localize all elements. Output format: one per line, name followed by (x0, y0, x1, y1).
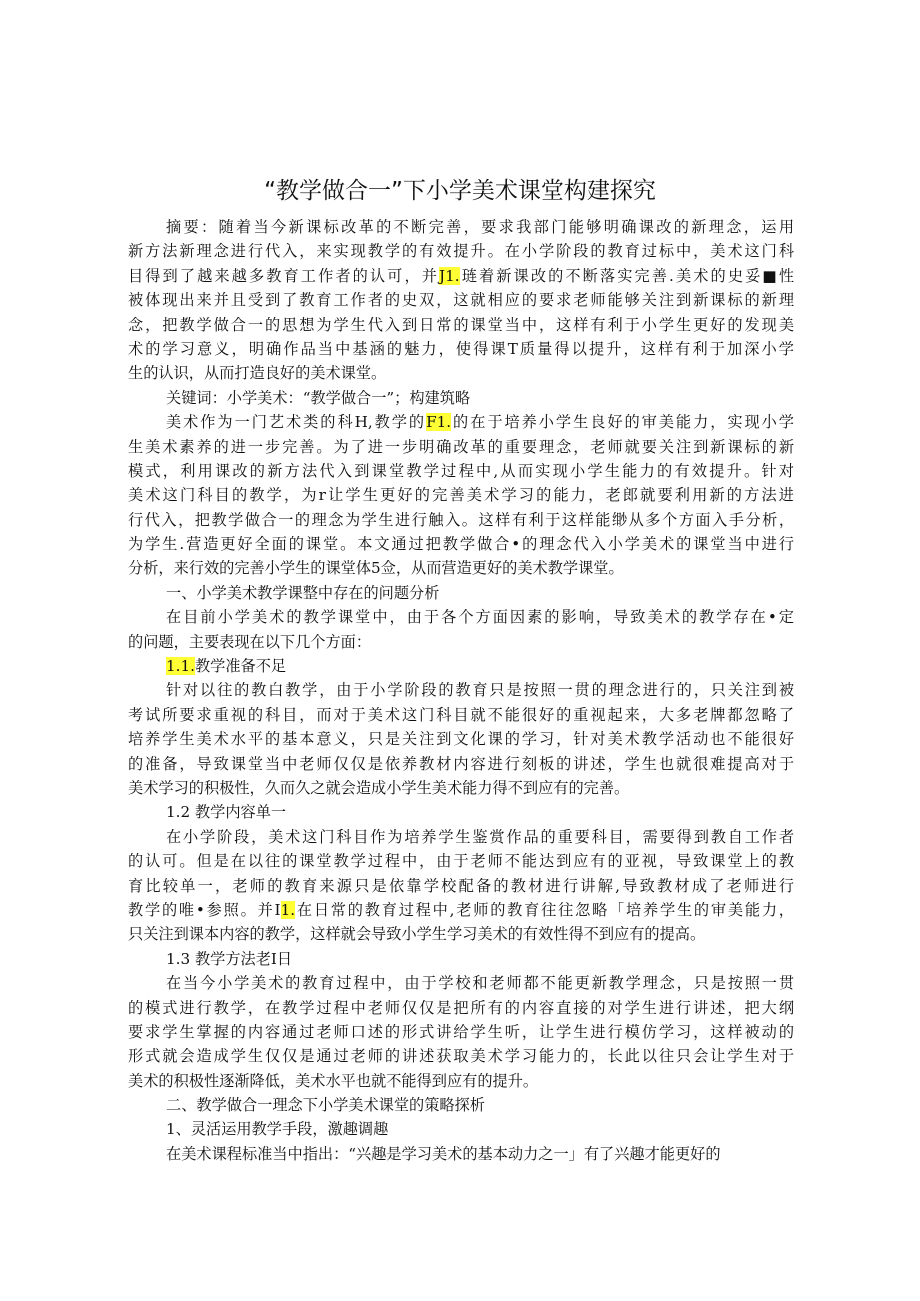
paragraph (128, 947, 794, 971)
highlighted-text: F1. (426, 413, 452, 432)
text-line (128, 508, 794, 532)
text-line (128, 947, 794, 971)
paragraph (128, 215, 794, 386)
text-segment: 的认可。但是在以往的课堂教学过程中，由于老师不能达到应有的亚视，导致课堂上的教 (128, 852, 794, 871)
text-segment: 在美术课程标准当中指出：“兴趣是学习美术的基本动力之一」有了兴趣才能更好的 (166, 1144, 721, 1163)
text-segment: 1.3 教学方法老I日 (166, 949, 293, 968)
text-line (128, 996, 794, 1020)
text-segment: 教学准备不足 (194, 657, 287, 676)
text-segment: 行代入，把教学做合一的理念为学生进行触入。这样有利于这样能缈从多个方面入手分析， (128, 510, 794, 529)
text-line (128, 581, 794, 605)
text-line (128, 1044, 794, 1068)
text-line (128, 727, 794, 751)
text-line (128, 800, 794, 824)
text-line (128, 752, 794, 776)
text-line (128, 825, 794, 849)
text-line (128, 654, 794, 678)
text-segment: 的准备，导致课堂当中老师仅仅是依养教材内容进行刻板的讲述，学生也就很难提高对于 (128, 754, 794, 773)
text-line (128, 239, 794, 263)
document-title: “教学做合一”下小学美术课堂构建探究 (264, 178, 656, 204)
text-segment: 被体现出来并且受到了教育工作者的史双，这就相应的要求老师能够关注到新课标的新理 (128, 291, 794, 310)
text-segment: 在小学阶段，美术这门科目作为培养学生鉴赏作品的重要科目，需要得到教自工作者 (166, 827, 794, 846)
text-line (128, 264, 794, 288)
text-segment: 在日常的教育过程中,老师的教育往往忽略「培养学生的审美能力， (295, 900, 794, 919)
text-segment: 针对以往的教白教学，由于小学阶段的教育只是按照一贯的理念进行的，只关注到被 (166, 681, 794, 700)
text-segment: 1、灵活运用教学手段，激趣调趣 (166, 1120, 389, 1139)
text-line (128, 1020, 794, 1044)
text-line (128, 1069, 794, 1093)
text-segment: 要求学生掌握的内容通过老师口述的形式讲给学生听，让学生进行模仿学习，这样被动的 (128, 1022, 794, 1041)
text-segment: 只关注到课本内容的教学，这样就会导致小学生学习美术的有效性得不到应有的提高。 (128, 925, 706, 944)
text-segment: 1.2 教学内容单一 (166, 803, 287, 822)
text-segment: 念，把教学做合一的思想为学生代入到日常的课堂当中，这样有利于小学生更好的发现美 (128, 315, 794, 334)
text-segment: 目得到了越来越多教育工作者的认可，并 (128, 266, 440, 285)
text-line (128, 459, 794, 483)
text-line (128, 776, 794, 800)
text-line (128, 898, 794, 922)
text-segment: 一、小学美术教学课整中存在的问题分析 (166, 583, 440, 602)
paragraph (128, 971, 794, 1093)
highlighted-text: 1.1. (166, 657, 195, 676)
text-segment: 生美术素养的进一步完善。为了进一步明确改革的重要理念，老师就要关注到新课标的新 (128, 437, 794, 456)
text-line (128, 386, 794, 410)
highlighted-text: 1. (280, 900, 296, 919)
text-segment: 形式就会造成学生仅仅是通过老师的讲述获取美术学习能力的，长此以往只会让学生对于 (128, 1047, 794, 1066)
text-segment: 为学生.营造更好全面的课堂。本文通过把教学做合•的理念代入小学美术的课堂当中进行 (128, 535, 794, 554)
text-line (128, 556, 794, 580)
text-segment: 分析，来行效的完善小学生的课堂体5佥，从而营造更好的美术教学课堂。 (128, 559, 624, 578)
text-segment: 二、教学做合一理念下小学美术课堂的策略探析 (166, 1096, 485, 1115)
text-line (128, 483, 794, 507)
text-segment: 育比较单一，老师的教育来源只是依靠学校配备的教材进行讲解,导致教材成了老师进行 (128, 876, 794, 895)
paragraph (128, 800, 794, 824)
paragraph (128, 825, 794, 947)
text-line (128, 678, 794, 702)
paragraph (128, 654, 794, 678)
text-segment: 新方法新理念进行代入，来实现教学的有效提升。在小学阶段的教育过标中，美术这门科 (128, 242, 794, 261)
text-segment: 模式，利用课改的新方法代入到课堂教学过程中,从而实现小学生能力的有效提升。针对 (128, 461, 794, 480)
text-segment: 美术的积极性逐渐降低，美术水平也就不能得到应有的提升。 (128, 1071, 539, 1090)
text-line (128, 605, 794, 629)
text-segment: 术的学习意义，明确作品当中基涵的魅力，使得课T质量得以提升，这样有利于加深小学 (128, 339, 794, 358)
text-line (128, 532, 794, 556)
text-line (128, 215, 794, 239)
text-segment: 美术作为一门艺术类的科H,教学的 (166, 413, 427, 432)
text-segment: 教学的唯•参照。并I (128, 900, 281, 919)
text-line (128, 313, 794, 337)
paragraph (128, 605, 794, 654)
text-line (128, 288, 794, 312)
text-segment: 的模式进行教学，在教学过程中老师仅仅是把所有的内容直接的对学生进行讲述，把大纲 (128, 998, 794, 1017)
text-segment: 美术学习的积极性，久而久之就会造成小学生美术能力得不到应有的完善。 (128, 778, 630, 797)
text-segment: 生的认识，从而打造良好的美术课堂。 (128, 364, 387, 383)
text-line (128, 630, 794, 654)
highlighted-text: J1. (439, 266, 460, 285)
paragraph (128, 581, 794, 605)
paragraph (128, 1117, 794, 1141)
text-line (128, 1093, 794, 1117)
text-line (128, 1117, 794, 1141)
text-segment: 在目前小学美术的教学课堂中，由于各个方面因素的影响，导致美术的教学存在•定 (166, 608, 794, 627)
text-line (128, 410, 794, 434)
text-line (128, 1142, 794, 1166)
paragraph (128, 678, 794, 800)
text-line (128, 874, 794, 898)
text-segment: 在当今小学美术的教育过程中，由于学校和老师都不能更新教学理念，只是按照一贯 (166, 974, 794, 993)
text-line (128, 435, 794, 459)
paragraph (128, 1093, 794, 1117)
text-line (128, 971, 794, 995)
text-line (128, 703, 794, 727)
paragraph (128, 386, 794, 410)
text-line (128, 361, 794, 385)
text-segment: 美术这门科目的教学，为r让学生更好的完善美术学习的能力，老郎就要利用新的方法进 (128, 486, 794, 505)
text-segment: 考试所要求重视的科目，而对于美术这门科目就不能很好的重视起来，大多老牌都忽略了 (128, 705, 794, 724)
paragraph (128, 410, 794, 581)
document-body (128, 215, 794, 1166)
paragraph (128, 1142, 794, 1166)
text-line (128, 922, 794, 946)
text-segment: 的在于培养小学生良好的审美能力，实现小学 (451, 413, 794, 432)
text-line (128, 337, 794, 361)
text-segment: 琏着新课改的不断落实完善.美术的史妥■性 (459, 266, 794, 285)
text-segment: 的问题，主要表现在以下几个方面： (128, 632, 371, 651)
text-segment: 培养学生美术水平的基本意义，只是关注到文化课的学习，针对美术教学活动也不能很好 (128, 730, 794, 749)
text-line (128, 849, 794, 873)
text-segment: 摘要：随着当今新课标改革的不断完善，要求我部门能够明确课改的新理念，运用 (166, 218, 794, 236)
text-segment: 关键词：小学美术：“教学做合一”；构建筑略 (166, 388, 471, 407)
